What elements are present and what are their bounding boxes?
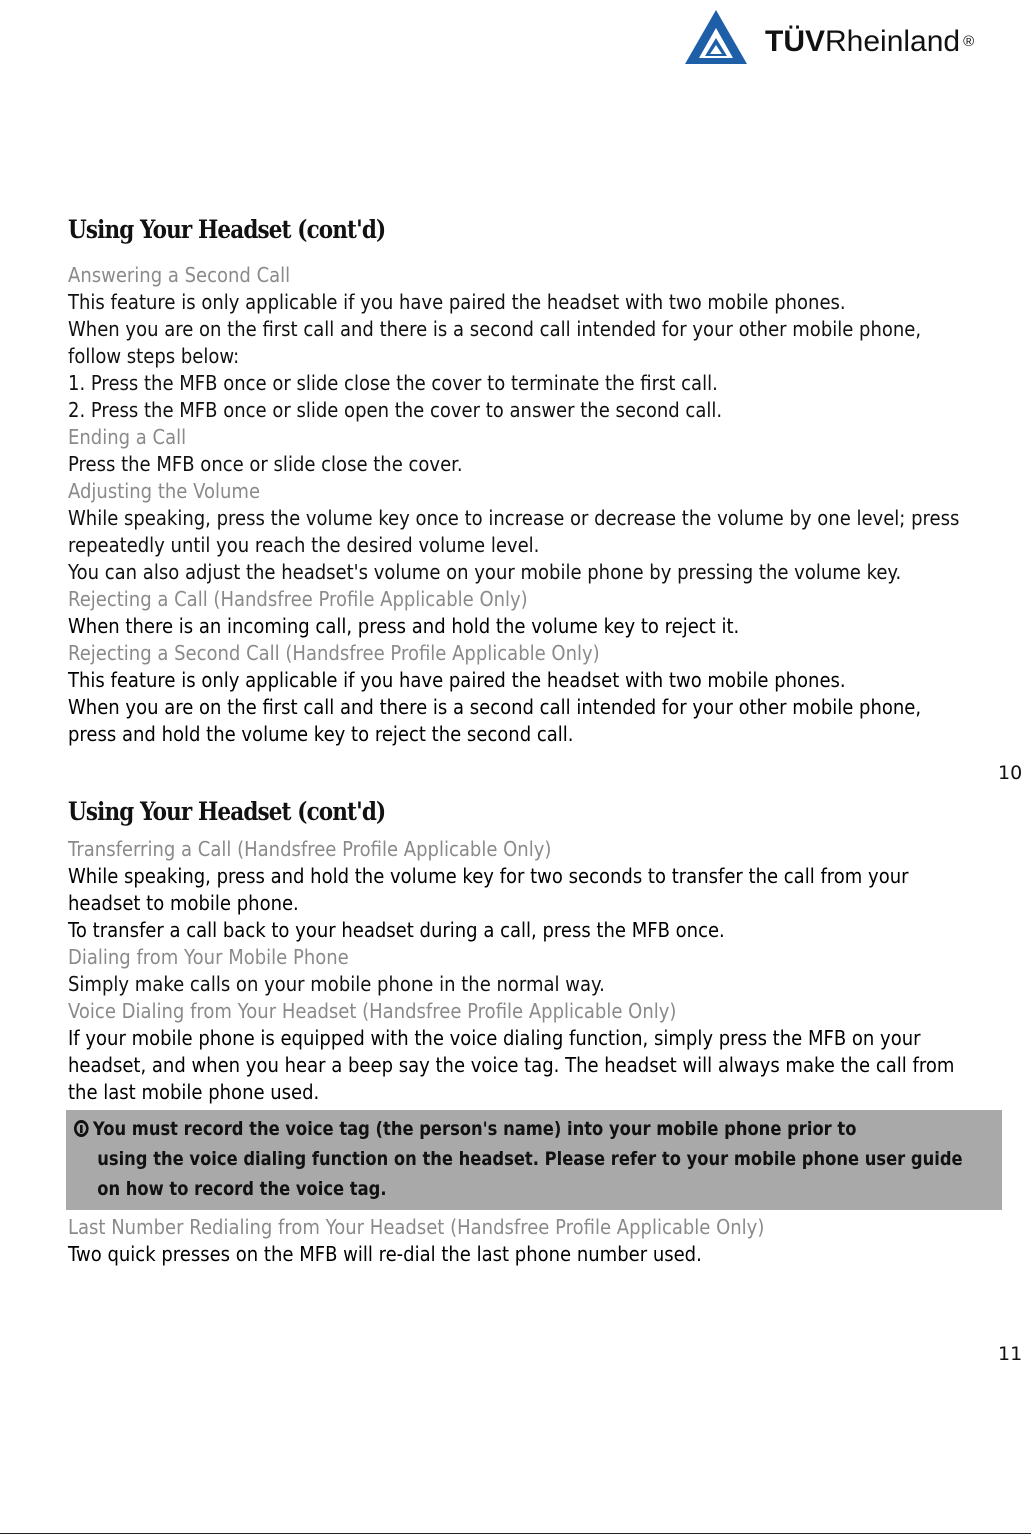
logo-brand-rest: Rheinland (825, 25, 961, 58)
logo-wordmark (765, 24, 974, 60)
subheading-transferring-call: Transferring a Call (Handsfree Profile Applicable Only) (68, 837, 552, 861)
note-line: on how to record the voice tag. (97, 1178, 387, 1200)
subheading-ending-call: Ending a Call (68, 425, 187, 449)
note-line: using the voice dialing function on the headset. Please refer to your mobile phone user guide (97, 1148, 963, 1170)
section-body (68, 262, 1008, 748)
subheading-answering-second-call: Answering a Second Call (68, 263, 291, 287)
paragraph-line: This feature is only applicable if you have paired the headset with two mobile phones. (68, 668, 846, 692)
section-heading: Using Your Headset (cont'd) (68, 215, 386, 244)
subheading-voice-dialing: Voice Dialing from Your Headset (Handsfree Profile Applicable Only) (68, 999, 677, 1023)
subheading-rejecting-second-call: Rejecting a Second Call (Handsfree Profile Applicable Only) (68, 641, 600, 665)
step-item: 1. Press the MFB once or slide close the cover to terminate the first call. (68, 371, 718, 395)
bottom-divider (0, 1533, 1031, 1534)
paragraph-line: the last mobile phone used. (68, 1080, 320, 1104)
paragraph-line: repeatedly until you reach the desired volume level. (68, 533, 540, 557)
paragraph-line: Press the MFB once or slide close the cover. (68, 452, 463, 476)
subheading-last-number-redial: Last Number Redialing from Your Headset (Handsfree Profile Applicable Only) (68, 1215, 765, 1239)
registered-mark: ® (963, 33, 975, 50)
note-box (66, 1110, 1002, 1210)
paragraph-line: press and hold the volume key to reject the second call. (68, 722, 574, 746)
paragraph-line: When you are on the first call and there is a second call intended for your other mobile phone, (68, 695, 922, 719)
paragraph-line: To transfer a call back to your headset during a call, press the MFB once. (68, 918, 725, 942)
step-item: 2. Press the MFB once or slide open the cover to answer the second call. (68, 398, 723, 422)
subheading-rejecting-call: Rejecting a Call (Handsfree Profile Applicable Only) (68, 587, 528, 611)
section-page-11 (68, 794, 1008, 1268)
paragraph-line: headset, and when you hear a beep say the voice tag. The headset will always make the call from (68, 1053, 955, 1077)
paragraph-line: Two quick presses on the MFB will re-dial the last phone number used. (68, 1242, 702, 1266)
page-number: 10 (998, 762, 1023, 784)
paragraph-line: You can also adjust the headset's volume on your mobile phone by pressing the volume key. (68, 560, 902, 584)
paragraph-line: headset to mobile phone. (68, 891, 299, 915)
paragraph-line: follow steps below: (68, 344, 240, 368)
note-line (74, 1114, 872, 1144)
section-heading: Using Your Headset (cont'd) (68, 797, 386, 826)
info-icon (74, 1120, 89, 1137)
paragraph-line: While speaking, press the volume key once to increase or decrease the volume by one level; press (68, 506, 960, 530)
subheading-adjusting-volume: Adjusting the Volume (68, 479, 261, 503)
note-text: You must record the voice tag (the person's name) into your mobile phone prior to (92, 1118, 857, 1140)
subheading-dialing-mobile: Dialing from Your Mobile Phone (68, 945, 349, 969)
paragraph-line: If your mobile phone is equipped with the voice dialing function, simply press the MFB on your (68, 1026, 921, 1050)
section-body (68, 836, 1008, 1268)
paragraph-line: Simply make calls on your mobile phone in the normal way. (68, 972, 605, 996)
page-number: 11 (998, 1343, 1023, 1365)
paragraph-line: While speaking, press and hold the volume key for two seconds to transfer the call from your (68, 864, 909, 888)
logo-brand-bold: TÜV (765, 25, 825, 58)
paragraph-line: When you are on the first call and there is a second call intended for your other mobile phone, (68, 317, 922, 341)
tuv-triangle-icon (683, 8, 749, 68)
section-page-10 (68, 212, 1008, 748)
paragraph-line: This feature is only applicable if you have paired the headset with two mobile phones. (68, 290, 846, 314)
tuv-rheinland-logo (683, 8, 1023, 68)
paragraph-line: When there is an incoming call, press and hold the volume key to reject it. (68, 614, 740, 638)
